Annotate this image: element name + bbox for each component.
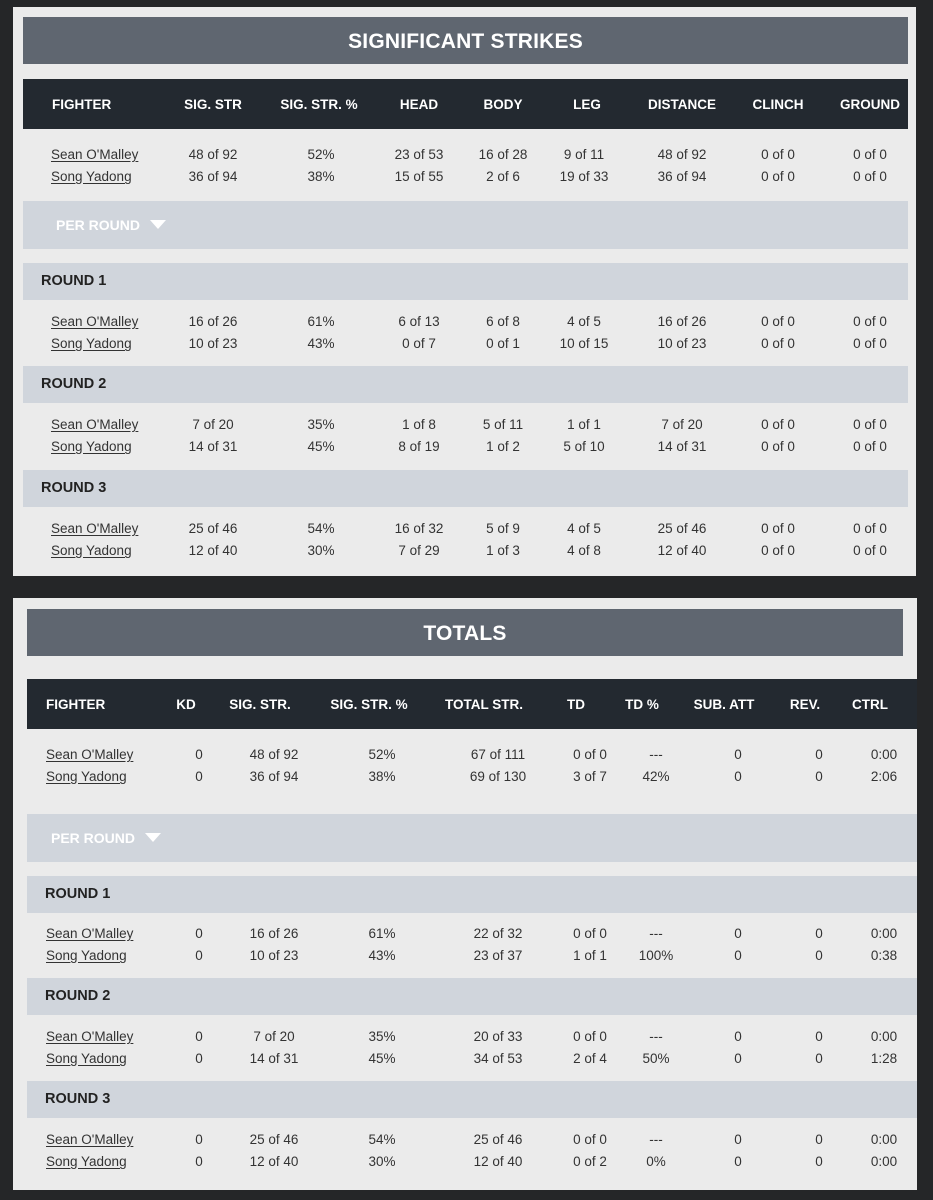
- column-header: TD %: [625, 697, 659, 712]
- stats-row: [23, 169, 908, 189]
- stat-value: 0: [734, 926, 742, 941]
- stat-value: 6 of 13: [398, 314, 440, 329]
- stat-value: 50%: [642, 1051, 670, 1066]
- stat-value: 16 of 32: [394, 521, 444, 536]
- stat-value: 10 of 23: [188, 336, 238, 351]
- totals-panel: [13, 598, 917, 1190]
- stat-value: 25 of 46: [657, 521, 707, 536]
- fighter-name-link[interactable]: Sean O'Malley: [51, 147, 139, 162]
- stat-value: 0: [815, 769, 823, 784]
- stat-value: 16 of 26: [188, 314, 238, 329]
- stat-value: 38%: [307, 169, 335, 184]
- stat-value: 5 of 9: [486, 521, 520, 536]
- stat-value: 0: [815, 747, 823, 762]
- stat-value: 35%: [368, 1029, 396, 1044]
- stat-value: 14 of 31: [249, 1051, 299, 1066]
- stat-value: 0: [195, 747, 203, 762]
- stat-value: 35%: [307, 417, 335, 432]
- stat-value: 20 of 33: [473, 1029, 523, 1044]
- stat-value: 0:38: [870, 948, 898, 963]
- stat-value: 0:00: [870, 747, 898, 762]
- stat-value: 23 of 37: [473, 948, 523, 963]
- stat-value: 42%: [642, 769, 670, 784]
- stat-value: 0 of 0: [761, 169, 795, 184]
- stat-value: 0: [734, 747, 742, 762]
- stat-value: 43%: [368, 948, 396, 963]
- fighter-name-link[interactable]: Song Yadong: [51, 543, 132, 558]
- stat-value: 16 of 26: [249, 926, 299, 941]
- stat-value: 25 of 46: [188, 521, 238, 536]
- fighter-name-link[interactable]: Song Yadong: [46, 1154, 127, 1169]
- stat-value: 45%: [368, 1051, 396, 1066]
- stat-value: ---: [649, 1029, 663, 1044]
- stat-value: 2 of 6: [486, 169, 520, 184]
- stat-value: 14 of 31: [188, 439, 238, 454]
- totals-header: [27, 679, 917, 729]
- stat-value: 36 of 94: [657, 169, 707, 184]
- stat-value: 0 of 0: [573, 926, 607, 941]
- stat-value: 9 of 11: [563, 147, 605, 162]
- stats-row: [23, 417, 908, 437]
- stat-value: 0 of 0: [573, 1132, 607, 1147]
- stat-value: 0: [734, 1051, 742, 1066]
- stat-value: 0: [195, 1132, 203, 1147]
- stat-value: 0 of 0: [853, 147, 887, 162]
- column-header: SIG. STR: [184, 97, 242, 112]
- significant-strikes-title: SIGNIFICANT STRIKES: [23, 17, 908, 64]
- stat-value: 12 of 40: [473, 1154, 523, 1169]
- stat-value: 36 of 94: [249, 769, 299, 784]
- fighter-name-link[interactable]: Song Yadong: [51, 439, 132, 454]
- fighter-name-link[interactable]: Sean O'Malley: [51, 314, 139, 329]
- stat-value: 0: [734, 769, 742, 784]
- stat-value: 0:00: [870, 926, 898, 941]
- stat-value: 0: [815, 1051, 823, 1066]
- stat-value: 54%: [368, 1132, 396, 1147]
- stat-value: 34 of 53: [473, 1051, 523, 1066]
- stat-value: 0%: [646, 1154, 666, 1169]
- stat-value: 16 of 26: [657, 314, 707, 329]
- stat-value: 0: [815, 926, 823, 941]
- stat-value: 0 of 0: [761, 439, 795, 454]
- stat-value: 0: [195, 948, 203, 963]
- stat-value: 19 of 33: [559, 169, 609, 184]
- stat-value: 0: [734, 948, 742, 963]
- stat-value: ---: [649, 926, 663, 941]
- caret-down-icon: [145, 833, 161, 842]
- stat-value: 0: [195, 1154, 203, 1169]
- per-round-label: PER ROUND: [51, 830, 136, 846]
- stat-value: 0 of 0: [573, 1029, 607, 1044]
- stat-value: 69 of 130: [469, 769, 527, 784]
- stat-value: 12 of 40: [249, 1154, 299, 1169]
- stats-row: [23, 439, 908, 459]
- stat-value: 0 of 0: [761, 417, 795, 432]
- stats-row: [27, 1051, 917, 1071]
- column-header: BODY: [483, 97, 523, 112]
- stats-row: [23, 336, 908, 356]
- stat-value: 0: [815, 1154, 823, 1169]
- stat-value: 0: [195, 769, 203, 784]
- stats-row: [27, 769, 917, 789]
- round-header: ROUND 3: [27, 1081, 917, 1118]
- stat-value: 0: [734, 1132, 742, 1147]
- fighter-name-link[interactable]: Sean O'Malley: [51, 417, 139, 432]
- stat-value: 12 of 40: [657, 543, 707, 558]
- stats-row: [23, 147, 908, 167]
- stats-row: [27, 948, 917, 968]
- stat-value: 0:00: [870, 1154, 898, 1169]
- stat-value: ---: [649, 747, 663, 762]
- stat-value: 45%: [307, 439, 335, 454]
- stat-value: 0 of 0: [853, 521, 887, 536]
- stat-value: 10 of 23: [657, 336, 707, 351]
- stat-value: 4 of 8: [567, 543, 601, 558]
- stat-value: 0 of 0: [573, 747, 607, 762]
- significant-strikes-panel: [13, 7, 916, 576]
- stat-value: 61%: [368, 926, 396, 941]
- stat-value: 38%: [368, 769, 396, 784]
- stat-value: 100%: [638, 948, 674, 963]
- stat-value: 61%: [307, 314, 335, 329]
- stat-value: 1 of 1: [573, 948, 607, 963]
- per-round-toggle[interactable]: [23, 201, 908, 249]
- stat-value: 8 of 19: [398, 439, 440, 454]
- stat-value: 1 of 1: [567, 417, 601, 432]
- stat-value: 36 of 94: [188, 169, 238, 184]
- stat-value: 7 of 29: [398, 543, 440, 558]
- stats-row: [27, 1029, 917, 1049]
- stat-value: 30%: [368, 1154, 396, 1169]
- stat-value: 0:00: [870, 1029, 898, 1044]
- stat-value: 14 of 31: [657, 439, 707, 454]
- stat-value: 0 of 1: [486, 336, 520, 351]
- fighter-name-link[interactable]: Sean O'Malley: [46, 747, 134, 762]
- stat-value: 30%: [307, 543, 335, 558]
- stats-row: [27, 1132, 917, 1152]
- stat-value: 15 of 55: [394, 169, 444, 184]
- column-header: CTRL: [852, 697, 888, 712]
- column-header: SIG. STR. %: [330, 697, 408, 712]
- stat-value: 16 of 28: [478, 147, 528, 162]
- stat-value: 22 of 32: [473, 926, 523, 941]
- stat-value: 1:28: [870, 1051, 898, 1066]
- stat-value: 0: [815, 1029, 823, 1044]
- column-header: REV.: [789, 697, 821, 712]
- significant-strikes-header: [23, 79, 908, 129]
- column-header: TD: [567, 697, 585, 712]
- stat-value: 67 of 111: [470, 747, 526, 762]
- fighter-name-link[interactable]: Sean O'Malley: [46, 1132, 134, 1147]
- stat-value: 0: [815, 948, 823, 963]
- stat-value: 2 of 4: [573, 1051, 607, 1066]
- stat-value: 10 of 23: [249, 948, 299, 963]
- stat-value: 0 of 0: [761, 336, 795, 351]
- round-header: ROUND 2: [27, 978, 917, 1015]
- round-header: ROUND 2: [23, 366, 908, 403]
- fighter-name-link[interactable]: Song Yadong: [51, 336, 132, 351]
- stat-value: 0 of 0: [853, 314, 887, 329]
- column-header: CLINCH: [752, 97, 804, 112]
- fighter-name-link[interactable]: Song Yadong: [51, 169, 132, 184]
- stat-value: 0 of 0: [761, 314, 795, 329]
- column-header: KD: [176, 697, 196, 712]
- stat-value: 0: [734, 1029, 742, 1044]
- fighter-name-link[interactable]: Sean O'Malley: [46, 926, 134, 941]
- stat-value: 0: [734, 1154, 742, 1169]
- column-header: SUB. ATT: [693, 697, 755, 712]
- stats-row: [27, 747, 917, 767]
- stat-value: 12 of 40: [188, 543, 238, 558]
- stat-value: 48 of 92: [657, 147, 707, 162]
- fighter-name-link[interactable]: Song Yadong: [46, 769, 127, 784]
- fighter-name-link[interactable]: Sean O'Malley: [51, 521, 139, 536]
- stat-value: 23 of 53: [394, 147, 444, 162]
- stat-value: 0: [195, 1051, 203, 1066]
- stat-value: 0:00: [870, 1132, 898, 1147]
- stat-value: 0: [815, 1132, 823, 1147]
- stat-value: 0 of 0: [853, 169, 887, 184]
- stat-value: 0 of 2: [573, 1154, 607, 1169]
- stat-value: 0 of 0: [853, 336, 887, 351]
- column-header: GROUND: [840, 97, 900, 112]
- stat-value: 43%: [307, 336, 335, 351]
- stat-value: 0 of 0: [761, 543, 795, 558]
- fighter-name-link[interactable]: Song Yadong: [46, 948, 127, 963]
- stat-value: 0: [195, 1029, 203, 1044]
- stat-value: 1 of 3: [486, 543, 520, 558]
- column-header: DISTANCE: [647, 97, 717, 112]
- per-round-toggle[interactable]: [27, 814, 917, 862]
- stat-value: 7 of 20: [253, 1029, 295, 1044]
- per-round-label: PER ROUND: [56, 217, 141, 233]
- fighter-name-link[interactable]: Song Yadong: [46, 1051, 127, 1066]
- stat-value: ---: [649, 1132, 663, 1147]
- stat-value: 1 of 8: [402, 417, 436, 432]
- stats-row: [27, 1154, 917, 1174]
- stat-value: 0 of 0: [761, 147, 795, 162]
- stat-value: 54%: [307, 521, 335, 536]
- column-header: TOTAL STR.: [444, 697, 524, 712]
- caret-down-icon: [150, 220, 166, 229]
- column-header: LEG: [573, 97, 601, 112]
- stat-value: 3 of 7: [573, 769, 607, 784]
- stat-value: 52%: [307, 147, 335, 162]
- stat-value: 0 of 7: [402, 336, 436, 351]
- stat-value: 5 of 11: [482, 417, 524, 432]
- column-header: SIG. STR.: [229, 697, 291, 712]
- stat-value: 2:06: [870, 769, 898, 784]
- column-header: FIGHTER: [46, 697, 106, 712]
- column-header: HEAD: [399, 97, 439, 112]
- stat-value: 48 of 92: [249, 747, 299, 762]
- stats-row: [27, 926, 917, 946]
- stats-row: [23, 314, 908, 334]
- stat-value: 5 of 10: [563, 439, 605, 454]
- round-header: ROUND 1: [23, 263, 908, 300]
- round-header: ROUND 1: [27, 876, 917, 913]
- stat-value: 48 of 92: [188, 147, 238, 162]
- stat-value: 25 of 46: [473, 1132, 523, 1147]
- totals-title: TOTALS: [27, 609, 903, 656]
- stat-value: 0 of 0: [761, 521, 795, 536]
- stat-value: 0: [195, 926, 203, 941]
- stat-value: 10 of 15: [559, 336, 609, 351]
- stat-value: 0 of 0: [853, 543, 887, 558]
- round-header: ROUND 3: [23, 470, 908, 507]
- stat-value: 1 of 2: [486, 439, 520, 454]
- stat-value: 52%: [368, 747, 396, 762]
- stat-value: 4 of 5: [567, 314, 601, 329]
- stat-value: 7 of 20: [661, 417, 703, 432]
- fighter-name-link[interactable]: Sean O'Malley: [46, 1029, 134, 1044]
- stat-value: 7 of 20: [192, 417, 234, 432]
- stat-value: 4 of 5: [567, 521, 601, 536]
- stat-value: 0 of 0: [853, 439, 887, 454]
- stats-row: [23, 543, 908, 563]
- stats-row: [23, 521, 908, 541]
- stat-value: 6 of 8: [486, 314, 520, 329]
- stat-value: 25 of 46: [249, 1132, 299, 1147]
- stat-value: 0 of 0: [853, 417, 887, 432]
- column-header: SIG. STR. %: [280, 97, 358, 112]
- column-header: FIGHTER: [52, 97, 112, 112]
